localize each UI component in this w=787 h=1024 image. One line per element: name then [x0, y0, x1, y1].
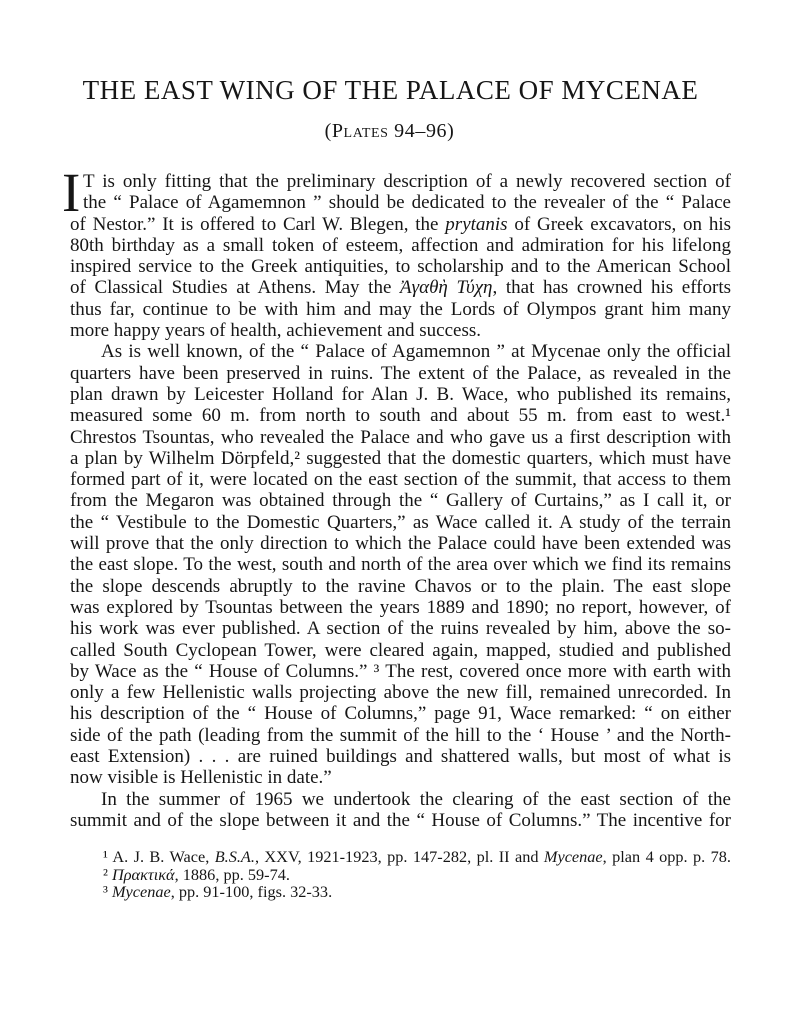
footnotes [103, 848, 731, 901]
body-line: formed part of it, were located on the east section of the summit, that access to them [70, 469, 731, 491]
body-line: his description of the “ House of Columns,” page 91, Wace remarked: “ on either [70, 703, 731, 725]
italic-term: Πρακτικά [111, 864, 175, 884]
body-line: called South Cyclopean Tower, were cleared again, mapped, studied and published [70, 639, 731, 661]
text-segment: , that has crowned his efforts [492, 277, 732, 299]
body-line: plan drawn by Leicester Holland for Alan J. B. Wace, who published its remains, [70, 383, 731, 405]
body-line: the “ Vestibule to the Domestic Quarters,” as Wace called it. A study of the terrain [70, 511, 731, 533]
body-line: from the Megaron was obtained through the “ Gallery of Curtains,” as I call it, or [70, 490, 731, 512]
footnote [103, 883, 731, 901]
footnote [103, 848, 731, 866]
article-body [62, 162, 732, 831]
italic-term: prytanis [445, 213, 508, 235]
body-line: by Wace as the “ House of Columns.” ³ The rest, covered once more with earth with [70, 660, 731, 682]
body-line: now visible is Hellenistic in date.” [70, 767, 332, 789]
body-line: the slope descends abruptly to the ravine Chavos or to the plain. The east slope [70, 575, 731, 597]
body-line: side of the path (leading from the summit of the hill to the ‘ House ’ and the North- [70, 724, 731, 746]
body-line: summit and of the slope between it and the “ House of Columns.” The incentive for [70, 809, 731, 831]
article-title: THE EAST WING OF THE PALACE OF MYCENAE [82, 75, 699, 105]
text-segment: , pp. 91-100, figs. 32-33. [170, 882, 333, 901]
body-line: As is well known, of the “ Palace of Agamemnon ” at Mycenae only the official [101, 341, 731, 363]
paragraph [70, 789, 731, 832]
text-segment: ¹ A. J. B. Wace, [103, 847, 215, 866]
body-line: quarters have been preserved in ruins. The extent of the Palace, as revealed in the [70, 362, 731, 384]
italic-term: Ἀγαθὴ Τύχη [400, 277, 493, 299]
body-line: a plan by Wilhelm Dörpfeld,² suggested that the domestic quarters, which must have [70, 447, 731, 469]
paragraph [70, 341, 731, 788]
body-line [70, 214, 731, 235]
body-line: his work was ever published. A section of the ruins revealed by him, above the so- [70, 618, 731, 640]
body-line: In the summer of 1965 we undertook the clearing of the east section of the [101, 788, 731, 810]
text-segment: of Greek excavators, on his [507, 213, 731, 235]
text-segment: , 1886, pp. 59-74. [174, 864, 290, 884]
italic-term: B.S.A. [214, 847, 255, 866]
italic-term: Mycenae [111, 882, 171, 901]
body-line: 80th birthday as a small token of esteem, affection and admiration for his lifelong [70, 234, 731, 256]
body-line: thus far, continue to be with him and may the Lords of Olympos grant him many [70, 298, 731, 320]
italic-term: Mycenae [543, 847, 603, 866]
body-line: Chrestos Tsountas, who revealed the Palace and who gave us a first description with [70, 426, 731, 448]
body-line: only a few Hellenistic walls projecting above the new fill, remained unrecorded. In [70, 682, 731, 704]
text-segment: of Classical Studies at Athens. May the [70, 277, 401, 299]
body-line: will prove that the only direction to which the Palace could have been extended was [70, 533, 731, 555]
plates-reference: (Plates 94–96) [324, 120, 455, 142]
body-line: east Extension) . . . are ruined buildings and shattered walls, but most of what is [70, 746, 731, 768]
body-line: measured some 60 m. from north to south and about 55 m. from east to west.¹ [70, 405, 731, 427]
text-segment: ² [103, 864, 112, 884]
drop-cap: I [62, 162, 81, 223]
body-line: T is only fitting that the preliminary description of a newly recovered section of [83, 171, 731, 192]
body-line: was explored by Tsountas between the years 1889 and 1890; no report, however, of [70, 596, 731, 618]
text-segment: , plan 4 opp. p. 78. [602, 847, 731, 866]
body-line: more happy years of health, achievement and success. [70, 320, 481, 342]
text-segment: ³ [103, 882, 112, 901]
footnote [103, 866, 731, 884]
body-line: inspired service to the Greek antiquities, to scholarship and to the American School [70, 256, 731, 278]
body-line: the east slope. To the west, south and north of the area over which we find its remains [70, 554, 731, 576]
body-line [70, 277, 731, 298]
body-line: the “ Palace of Agamemnon ” should be dedicated to the revealer of the “ Palace [83, 192, 731, 214]
text-segment: of Nestor.” It is offered to Carl W. Blegen, the [70, 213, 446, 235]
paragraph [62, 162, 732, 342]
text-segment: , XXV, 1921-1923, pp. 147-282, pl. II and [254, 847, 544, 866]
